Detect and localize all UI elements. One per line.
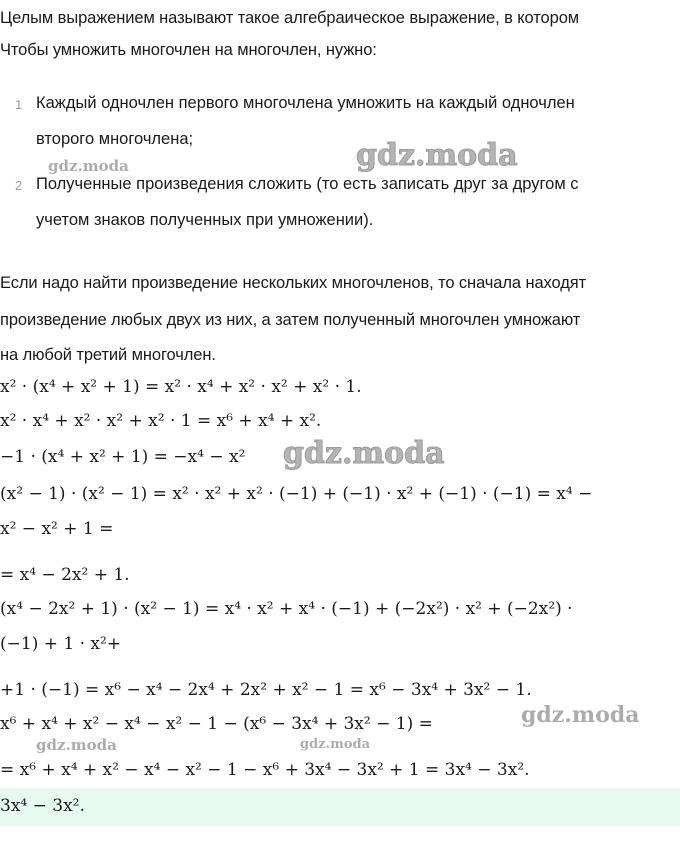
intro-line-2: Чтобы умножить многочлен на многочлен, нужно: (0, 41, 377, 59)
watermark-logo: gdz.moda (300, 737, 371, 752)
list-item-text: второго многочлена; (36, 130, 194, 148)
math-line: (x² − 1) · (x² − 1) = x² · x² + x² · (−1) + (−1) · x² + (−1) · (−1) = x⁴ − (0, 484, 593, 504)
paragraph-line-3: на любой третий многочлен. (0, 346, 216, 364)
list-item-text: Каждый одночлен первого многочлена умножить на каждый одночлен (36, 94, 575, 112)
math-line: x² − x² + 1 = (0, 519, 114, 539)
paragraph-line-2: произведение любых двух из них, а затем полученный многочлен умножают (0, 311, 581, 329)
math-line: +1 · (−1) = x⁶ − x⁴ − 2x⁴ + 2x² + x² − 1 = x⁶ − 3x⁴ + 3x² − 1. (0, 680, 532, 700)
list-item-text: Полученные произведения сложить (то есть записать друг за другом с (36, 175, 579, 193)
math-line: x⁶ + x⁴ + x² − x⁴ − x² − 1 − (x⁶ − 3x⁴ + 3x² − 1) = (0, 714, 433, 734)
math-line: = x⁶ + x⁴ + x² − x⁴ − x² − 1 − x⁶ + 3x⁴ − 3x² + 1 = 3x⁴ − 3x². (0, 760, 530, 780)
watermark-logo: gdz.moda (356, 138, 518, 173)
watermark-logo: gdz.moda (48, 157, 129, 175)
watermark-logo: gdz.moda (521, 702, 640, 728)
paragraph-line-1: Если надо найти произведение нескольких многочленов, то сначала находят (0, 274, 587, 292)
watermark-logo: gdz.moda (36, 736, 117, 754)
list-item-number: 1 (15, 97, 23, 112)
math-line: x² · x⁴ + x² · x² + x² · 1 = x⁶ + x⁴ + x². (0, 411, 322, 431)
math-line: −1 · (x⁴ + x² + 1) = −x⁴ − x² (0, 447, 246, 467)
math-line: = x⁴ − 2x² + 1. (0, 565, 130, 585)
math-line: (x⁴ − 2x² + 1) · (x² − 1) = x⁴ · x² + x⁴ · (−1) + (−2x²) · x² + (−2x²) · (0, 599, 573, 619)
math-line: x² · (x⁴ + x² + 1) = x² · x⁴ + x² · x² + x² · 1. (0, 377, 362, 397)
watermark-logo: gdz.moda (283, 436, 445, 471)
answer-text: 3x⁴ − 3x². (0, 796, 85, 816)
answer-box (0, 788, 680, 826)
math-line: (−1) + 1 · x²+ (0, 634, 122, 654)
list-item-text: учетом знаков полученных при умножении). (36, 211, 374, 229)
list-item-number: 2 (15, 178, 23, 193)
intro-line-1: Целым выражением называют такое алгебраическое выражение, в котором (0, 9, 580, 27)
